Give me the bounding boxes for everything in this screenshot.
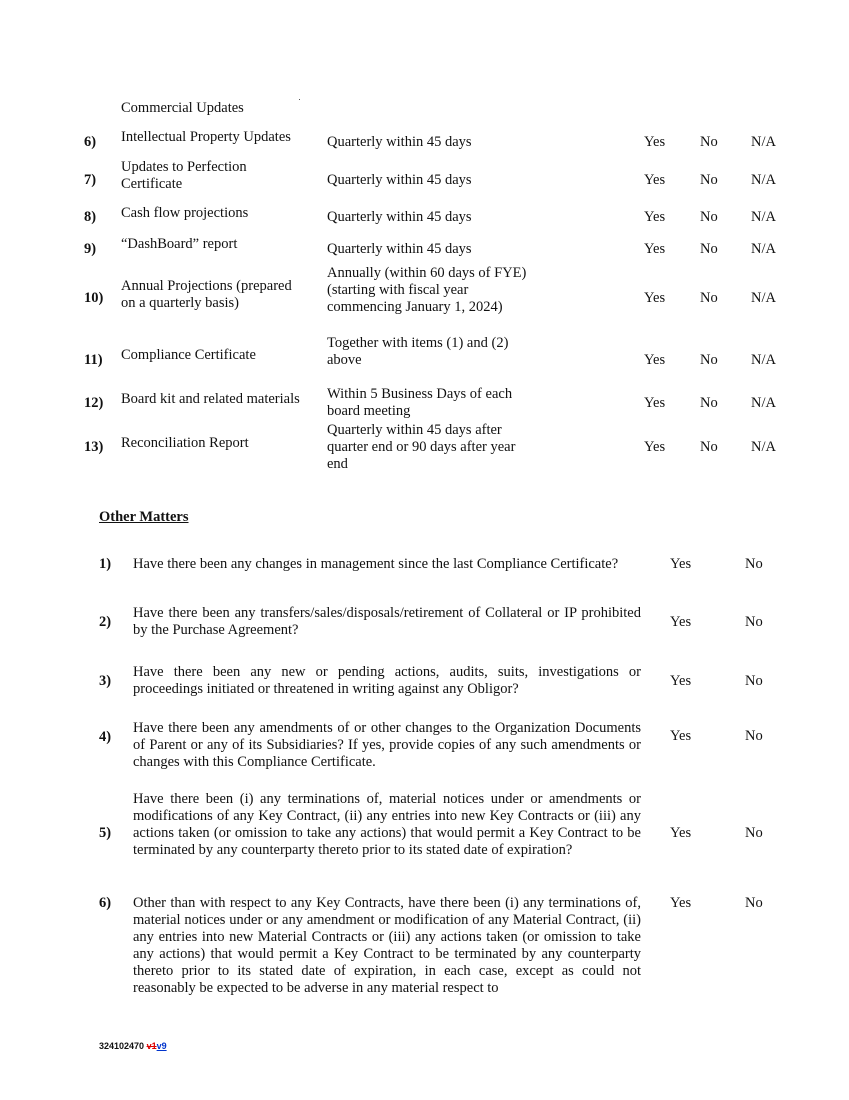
na-option[interactable]: N/A	[751, 352, 776, 368]
deadline-text: Annually (within 60 days of FYE) (starting with fiscal year commencing January 1, 2024)	[327, 265, 527, 315]
na-option[interactable]: N/A	[751, 395, 776, 411]
na-option[interactable]: N/A	[751, 209, 776, 225]
yes-option[interactable]: Yes	[670, 825, 692, 841]
row-number: 8)	[84, 209, 97, 225]
yes-option[interactable]: Yes	[644, 439, 666, 455]
no-option[interactable]: No	[745, 614, 763, 630]
no-option[interactable]: No	[745, 673, 763, 689]
no-option[interactable]: No	[745, 895, 763, 911]
no-option[interactable]: No	[700, 395, 718, 411]
item-label: Commercial Updates	[121, 100, 244, 116]
new-version: v9	[156, 1041, 167, 1051]
item-label: Annual Projections (prepared on a quarterly basis)	[121, 278, 292, 311]
question-text: Have there been any amendments of or other changes to the Organization Documents of Parent or any of its Subsidiaries? If yes, provide copies of any such amendments or changes with this Compliance Certificate.	[133, 720, 641, 770]
no-option[interactable]: No	[700, 172, 718, 188]
old-version: v1	[146, 1041, 157, 1051]
deadline-text: Quarterly within 45 days after quarter end or 90 days after year end	[327, 422, 516, 472]
yes-option[interactable]: Yes	[670, 673, 692, 689]
question-text: Have there been (i) any terminations of, material notices under or amendments or modifications of any Key Contract, (ii) any entries into new Key Contracts or (iii) any actions taken (or omission to take any actions) that would permit a Key Contract to be terminated by any counterparty thereto prior to its stated date of expiration?	[133, 791, 641, 858]
question-text: Have there been any changes in management since the last Compliance Certificate?	[133, 556, 619, 572]
question-text: Have there been any new or pending actions, audits, suits, investigations or proceedings initiated or threatened in writing against any Obligor?	[133, 664, 641, 697]
deadline-text: Quarterly within 45 days	[327, 134, 472, 150]
question-number: 4)	[99, 729, 112, 745]
row-number: 6)	[84, 134, 97, 150]
no-option[interactable]: No	[700, 241, 718, 257]
na-option[interactable]: N/A	[751, 439, 776, 455]
question-number: 5)	[99, 825, 112, 841]
no-option[interactable]: No	[745, 825, 763, 841]
item-label: Compliance Certificate	[121, 347, 256, 363]
yes-option[interactable]: Yes	[644, 241, 666, 257]
deadline-text: Quarterly within 45 days	[327, 209, 472, 225]
question-number: 6)	[99, 895, 112, 911]
table-row	[121, 100, 321, 117]
row-number: 12)	[84, 395, 104, 411]
question-number: 1)	[99, 556, 112, 572]
yes-option[interactable]: Yes	[670, 728, 692, 744]
na-option[interactable]: N/A	[751, 290, 776, 306]
deadline-text: Together with items (1) and (2) above	[327, 335, 509, 368]
yes-option[interactable]: Yes	[644, 352, 666, 368]
section-title: Other Matters	[99, 509, 189, 525]
yes-option[interactable]: Yes	[644, 395, 666, 411]
deadline-text: Quarterly within 45 days	[327, 172, 472, 188]
no-option[interactable]: No	[700, 439, 718, 455]
question-text: Have there been any transfers/sales/disposals/retirement of Collateral or IP prohibited by the Purchase Agreement?	[133, 605, 641, 638]
doc-id: 324102470	[99, 1041, 145, 1051]
deadline-text: Within 5 Business Days of each board meeting	[327, 386, 513, 419]
question-number: 2)	[99, 614, 112, 630]
row-number: 13)	[84, 439, 104, 455]
item-label: “DashBoard” report	[121, 236, 238, 252]
yes-option[interactable]: Yes	[670, 556, 692, 572]
item-label: Board kit and related materials	[121, 391, 300, 407]
deadline-text: Quarterly within 45 days	[327, 241, 472, 257]
na-option[interactable]: N/A	[751, 134, 776, 150]
na-option[interactable]: N/A	[751, 172, 776, 188]
yes-option[interactable]: Yes	[644, 290, 666, 306]
question-text: Other than with respect to any Key Contracts, have there been (i) any terminations of, material notices under or any amendment or modification of any Material Contract, (ii) any entries into new Material Contracts or (iii) any actions taken (or omission to take any actions) that would permit a Key Contract to be terminated by any counterparty thereto prior to its stated date of expiration, in each case, except as could not reasonably be expected to be adverse in any material respect to	[133, 895, 641, 996]
yes-option[interactable]: Yes	[670, 614, 692, 630]
item-label: Cash flow projections	[121, 205, 249, 221]
row-number: 11)	[84, 352, 103, 368]
question-number: 3)	[99, 673, 112, 689]
no-option[interactable]: No	[745, 556, 763, 572]
no-option[interactable]: No	[745, 728, 763, 744]
item-label: Updates to Perfection Certificate	[121, 159, 247, 192]
item-label: Intellectual Property Updates	[121, 129, 291, 145]
yes-option[interactable]: Yes	[644, 134, 666, 150]
document-id-footer	[99, 1041, 167, 1051]
yes-option[interactable]: Yes	[670, 895, 692, 911]
no-option[interactable]: No	[700, 352, 718, 368]
no-option[interactable]: No	[700, 134, 718, 150]
no-option[interactable]: No	[700, 290, 718, 306]
yes-option[interactable]: Yes	[644, 209, 666, 225]
row-number: 10)	[84, 290, 104, 306]
yes-option[interactable]: Yes	[644, 172, 666, 188]
item-label: Reconciliation Report	[121, 435, 249, 451]
row-number: 9)	[84, 241, 97, 257]
row-number: 7)	[84, 172, 97, 188]
no-option[interactable]: No	[700, 209, 718, 225]
na-option[interactable]: N/A	[751, 241, 776, 257]
